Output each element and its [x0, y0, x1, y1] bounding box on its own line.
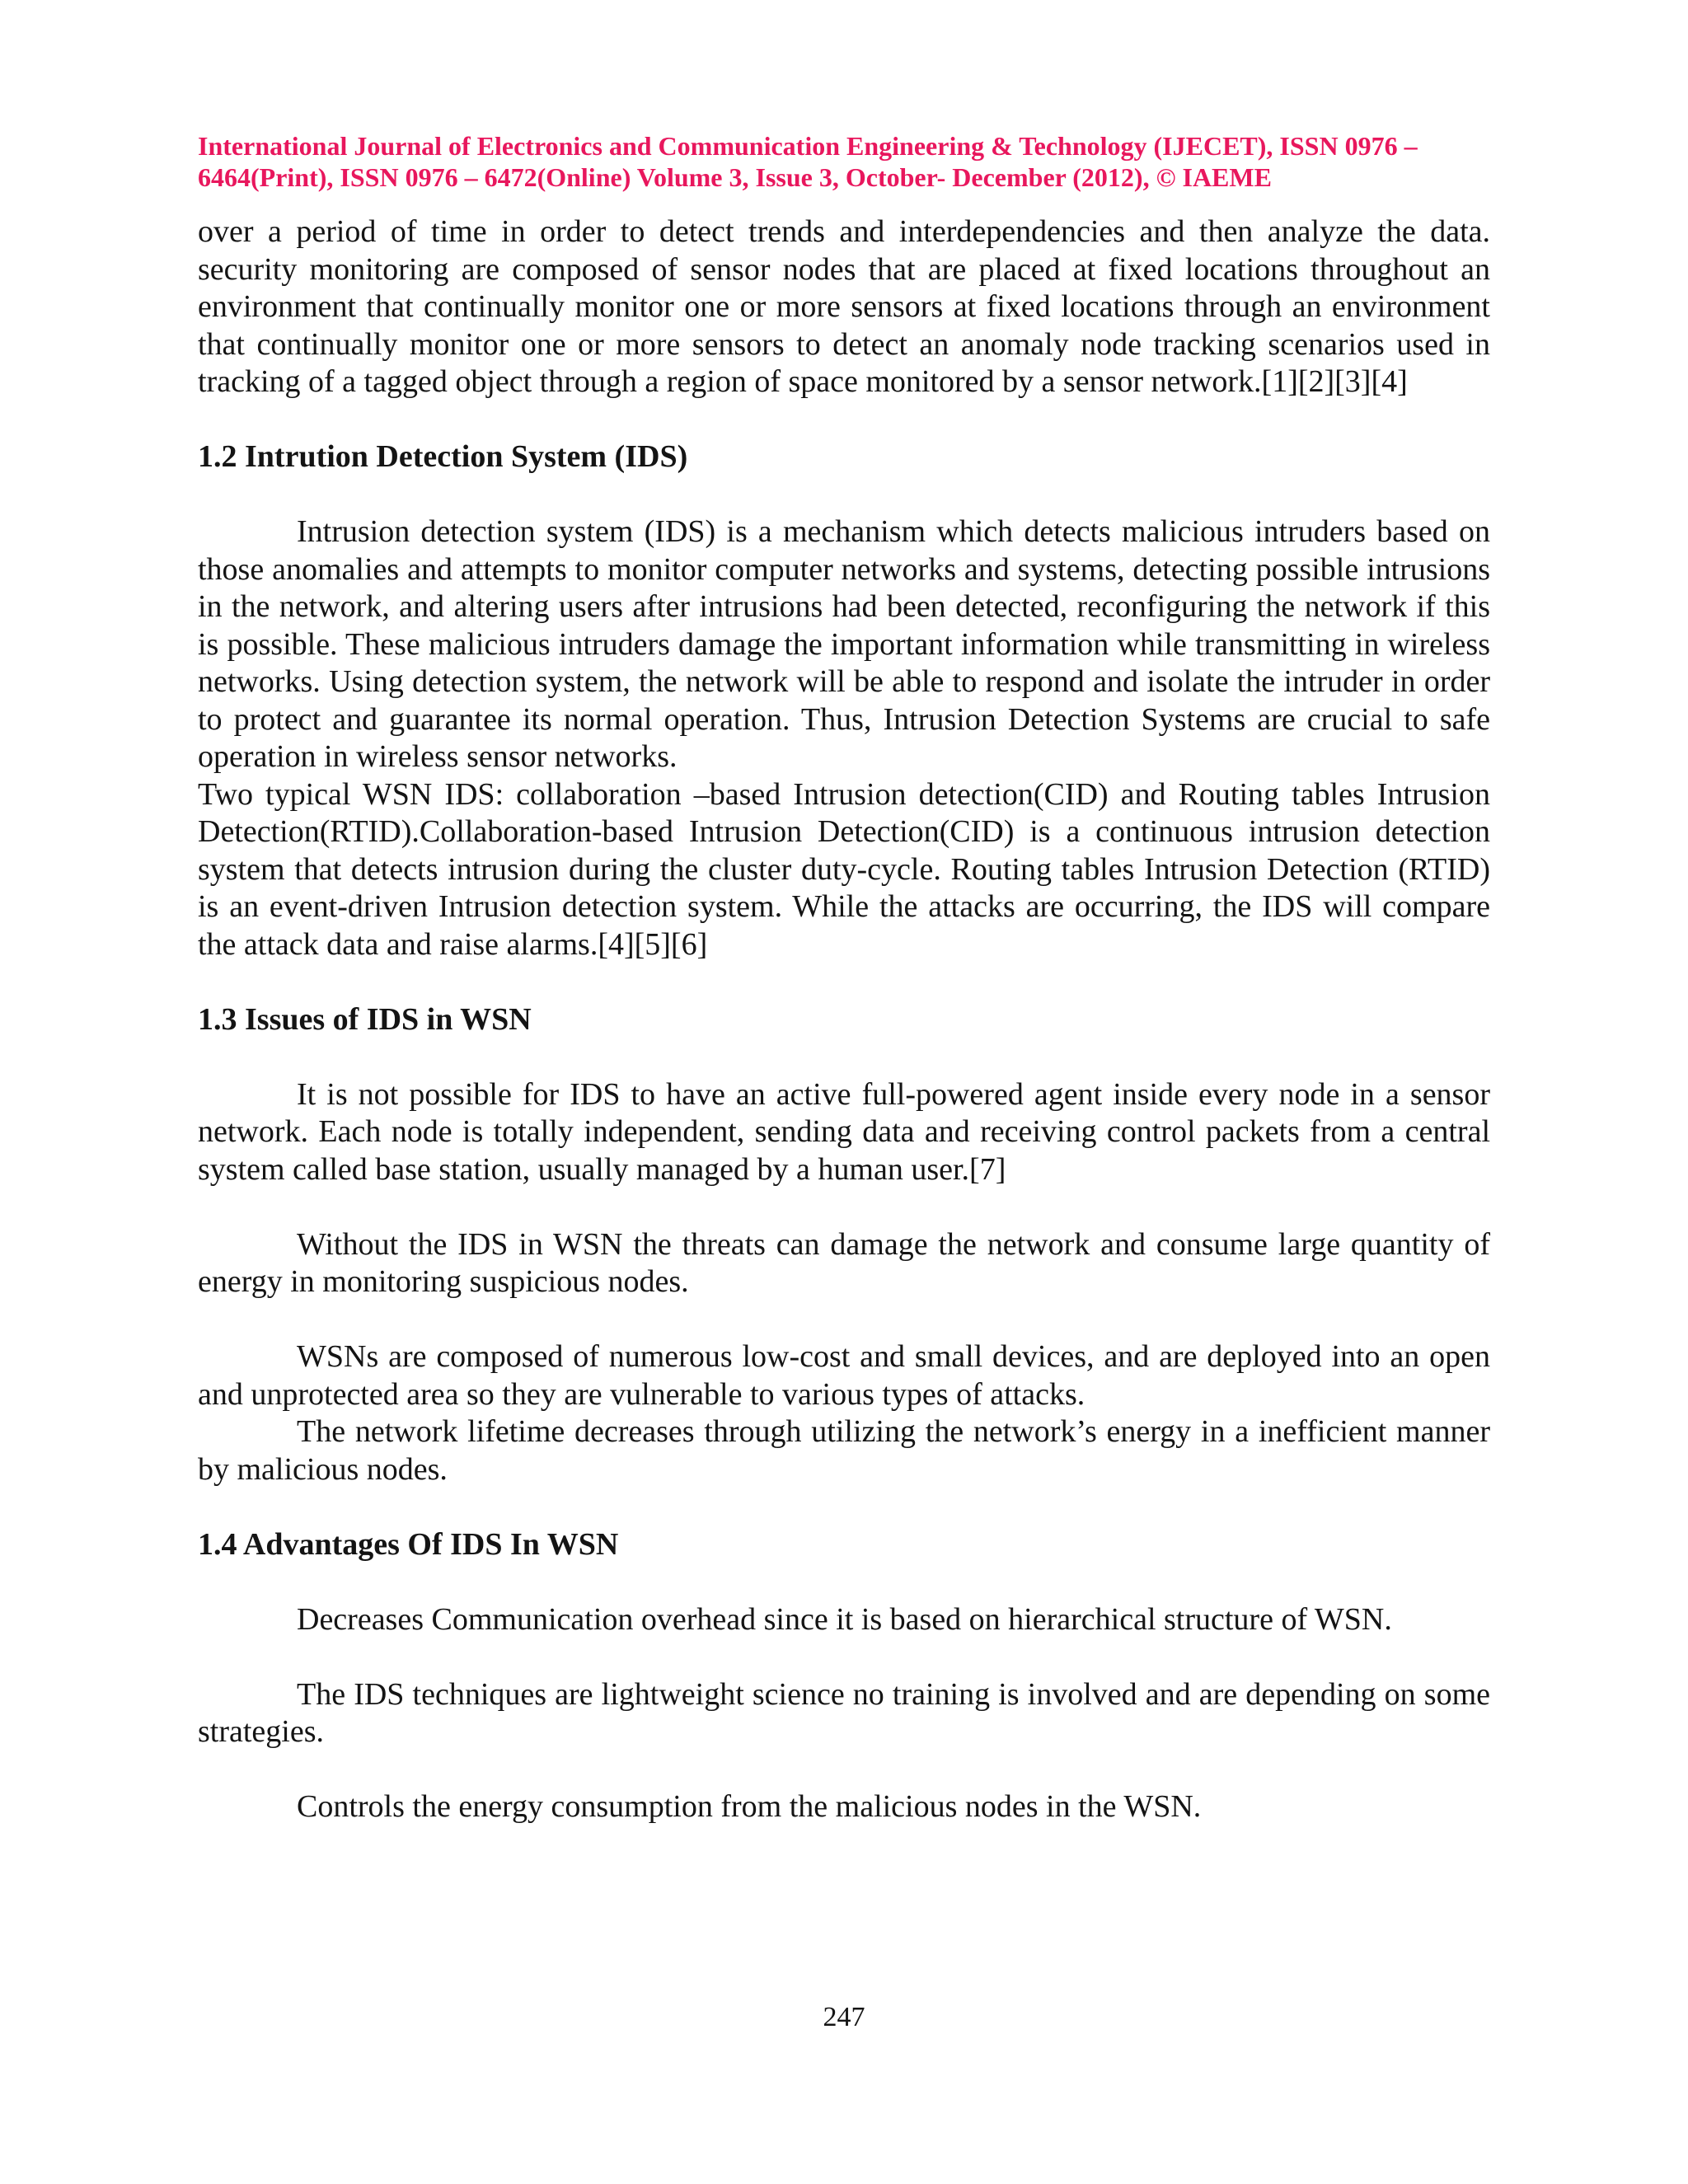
issues-paragraph-3: WSNs are composed of numerous low-cost and small devices, and are deployed into an open and unprotected area so they are vulnerable to various types of attacks.	[198, 1339, 1490, 1412]
spacer	[198, 1488, 1490, 1526]
section-heading-1-4: 1.4 Advantages Of IDS In WSN	[198, 1526, 619, 1562]
advantages-paragraph-1: Decreases Communication overhead since it is based on hierarchical structure of WSN.	[297, 1601, 1392, 1637]
spacer	[198, 963, 1490, 1001]
wsn-ids-types-paragraph: Two typical WSN IDS: collaboration –based Intrusion detection(CID) and Routing tables Intrusion Detection(RTID).Collaboration-based Intrusion Detection(CID) is a continuous intrusion detection system that detects intrusion during the cluster duty-cycle. Routing tables Intrusion Detection (RTID) is an event-driven Intrusion detection system. While the attacks are occurring, the IDS will compare the attack data and raise alarms.[4][5][6]	[198, 776, 1490, 962]
spacer	[198, 476, 1490, 514]
issues-paragraph-2: Without the IDS in WSN the threats can damage the network and consume large quantity of energy in monitoring suspicious nodes.	[198, 1226, 1490, 1299]
ids-definition-paragraph: Intrusion detection system (IDS) is a mechanism which detects malicious intruders based on those anomalies and attempts to monitor computer networks and systems, detecting possible intrusions in the network, and altering users after intrusions had been detected, reconfiguring the network if this is possible. These malicious intruders damage the important information while transmitting in wireless networks. Using detection system, the network will be able to respond and isolate the intruder in order to protect and guarantee its normal operation. Thus, Intrusion Detection Systems are crucial to safe operation in wireless sensor networks.	[198, 514, 1490, 774]
issues-paragraph-1: It is not possible for IDS to have an active full-powered agent inside every node in a sensor network. Each node is totally independent, sending data and receiving control packets from a central system called base station, usually managed by a human user.[7]	[198, 1076, 1490, 1187]
spacer	[198, 1301, 1490, 1339]
page-number: 247	[823, 2002, 865, 2032]
spacer	[198, 1038, 1490, 1076]
spacer	[198, 1563, 1490, 1601]
spacer	[198, 401, 1490, 439]
section-heading-1-2: 1.2 Intrution Detection System (IDS)	[198, 439, 688, 474]
issues-paragraph-4: The network lifetime decreases through utilizing the network’s energy in a inefficient manner by malicious nodes.	[198, 1414, 1490, 1487]
section-heading-1-3: 1.3 Issues of IDS in WSN	[198, 1001, 532, 1037]
paper-page	[198, 130, 1490, 1826]
spacer	[198, 1751, 1490, 1789]
journal-header: International Journal of Electronics and Communication Engineering & Technology (IJECET), ISSN 0976 – 6464(Print), ISSN 0976 – 6472(Online) Volume 3, Issue 3, October- December (2012), © IAEME	[198, 131, 1418, 192]
spacer	[198, 1188, 1490, 1226]
advantages-paragraph-3: Controls the energy consumption from the malicious nodes in the WSN.	[297, 1789, 1202, 1824]
intro-paragraph: over a period of time in order to detect trends and interdependencies and then analyze the data. security monitoring are composed of sensor nodes that are placed at fixed locations throughout an environment that continually monitor one or more sensors at fixed locations through an environment that continually monitor one or more sensors to detect an anomaly node tracking scenarios used in tracking of a tagged object through a region of space monitored by a sensor network.[1][2][3][4]	[198, 214, 1490, 399]
spacer	[198, 1638, 1490, 1676]
advantages-paragraph-2: The IDS techniques are lightweight science no training is involved and are depending on some strategies.	[198, 1676, 1490, 1749]
